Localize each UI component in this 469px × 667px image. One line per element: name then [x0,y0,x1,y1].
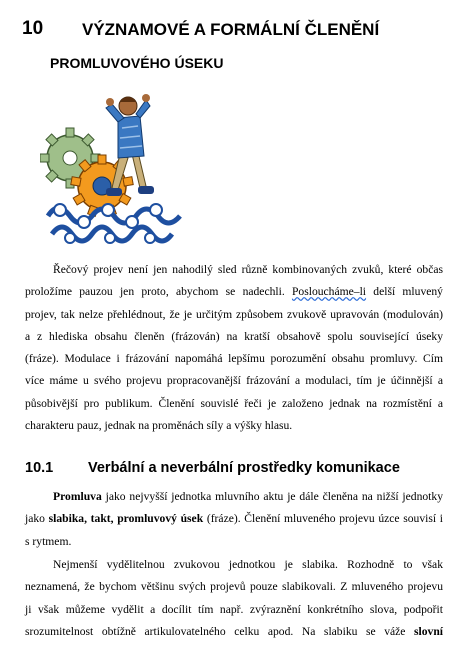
text-line: ji však můžeme vydělit a docílit tím např. zvýraznění konkrétního slova, podpořit [25,602,443,616]
text-line: jako slabika, takt, promluvový úsek (fráze). Členění mluveného projevu úzce souvisí i [25,512,444,526]
text-line: proložíme pauzou jen proto, abychom se nadechli. Posloucháme–li delší mluvený [25,285,443,299]
chapter-title-line1: VÝZNAMOVÉ A FORMÁLNÍ ČLENĚNÍ [82,20,380,39]
text-line: Nejmenší vydělitelnou zvukovou jednotkou je slabika. Rozhodně to však [53,558,443,571]
text-line: s rytmem. [25,534,72,548]
text-line: srozumitelnost obtížně artikulovatelného celku apod. Na slabiku se váže slovní [25,624,443,638]
text-line: projev, tak nelze přehlédnout, že je určitým způsobem zvukově upravován (modulován) [25,307,443,321]
text-line: působivější pro publikum. Členění souvislé řeči je založeno jednak na rozmístění a [25,396,443,410]
paragraph-intro [25,259,443,437]
chapter-number: 10 [22,18,44,39]
paragraph-slabika [25,554,443,643]
gears-man-illustration [40,88,190,253]
text-line: Promluva jako nejvyšší jednotka mluvního aktu je dále členěna na nižší jednotky [53,490,443,503]
text-line: charakteru pauz, jednak na proměnách síly a výšky hlasu. [25,419,293,433]
text-line: a z hlediska obsahu členěn (frázován) na kratší obsahově spolu související úseky [25,329,443,343]
section-number: 10.1 [25,460,54,476]
section-title: Verbální a neverbální prostředky komunikace [88,460,400,476]
spellcheck-underlined-word: Posloucháme–li [291,285,367,299]
text-line: více máme u svého projevu propracovanější frázování a modulaci, tím je účinnější a [25,374,443,388]
chapter-title-line2: PROMLUVOVÉHO ÚSEKU [50,55,224,71]
text-line: Řečový projev není jen nahodilý sled různě kombinovaných zvuků, které občas [53,263,443,276]
paragraph-promluva [25,486,443,553]
text-line: neznamená, že bychom většinu svých projevů pouze slabikovali. Z mluveného projevu [25,580,443,594]
text-line: (fráze). Modulace i frázování napomáhá lepšímu porozumění obsahu promluvy. Cím [25,352,443,366]
